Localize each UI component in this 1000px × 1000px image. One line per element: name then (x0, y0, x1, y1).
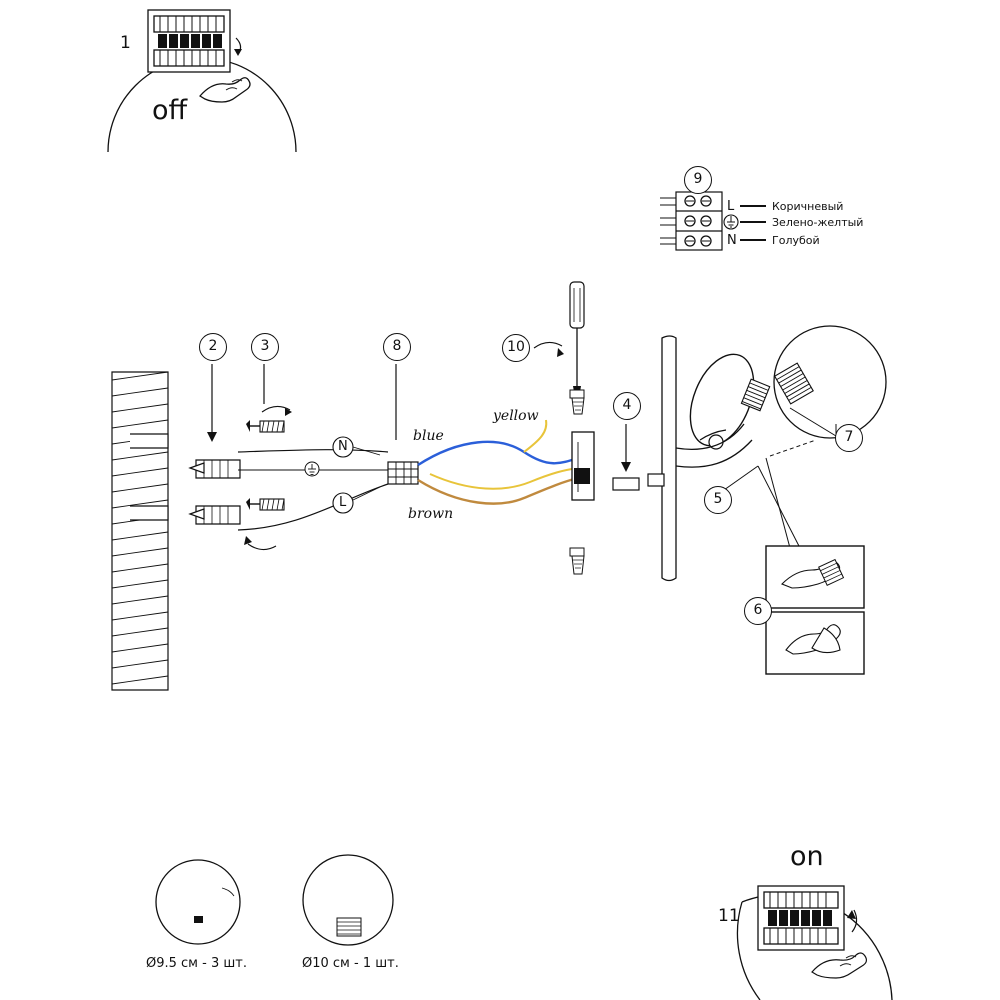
wire-label-yellow: yellow (493, 408, 539, 424)
part-caption-1: Ø9.5 см - 3 шт. (146, 956, 247, 971)
terminal-marker-l: L (339, 495, 347, 510)
step-6-badge: 6 (744, 597, 772, 625)
step-8-badge: 8 (383, 333, 411, 361)
step-3-badge: 3 (251, 333, 279, 361)
step-7-badge: 7 (835, 424, 863, 452)
switch-on-label: on (790, 841, 824, 872)
step-11-number: 11 (718, 906, 740, 926)
wire-label-brown: brown (408, 506, 454, 522)
wire-label-blue: blue (413, 428, 444, 444)
legend-text-brown: Коричневый (772, 200, 844, 213)
part-caption-2: Ø10 см - 1 шт. (302, 956, 399, 971)
step-10-badge: 10 (502, 334, 530, 362)
step-5-badge: 5 (704, 486, 732, 514)
legend-text-green-yellow: Зелено-желтый (772, 216, 864, 229)
switch-off-label: off (152, 95, 188, 126)
step-4-badge: 4 (613, 392, 641, 420)
step-1-number: 1 (120, 33, 131, 53)
legend-text-blue: Голубой (772, 234, 820, 247)
step-2-badge: 2 (199, 333, 227, 361)
legend-marker-n: N (727, 233, 737, 248)
legend-marker-l: L (727, 199, 735, 214)
terminal-marker-n: N (338, 439, 348, 454)
step-9-badge: 9 (684, 166, 712, 194)
